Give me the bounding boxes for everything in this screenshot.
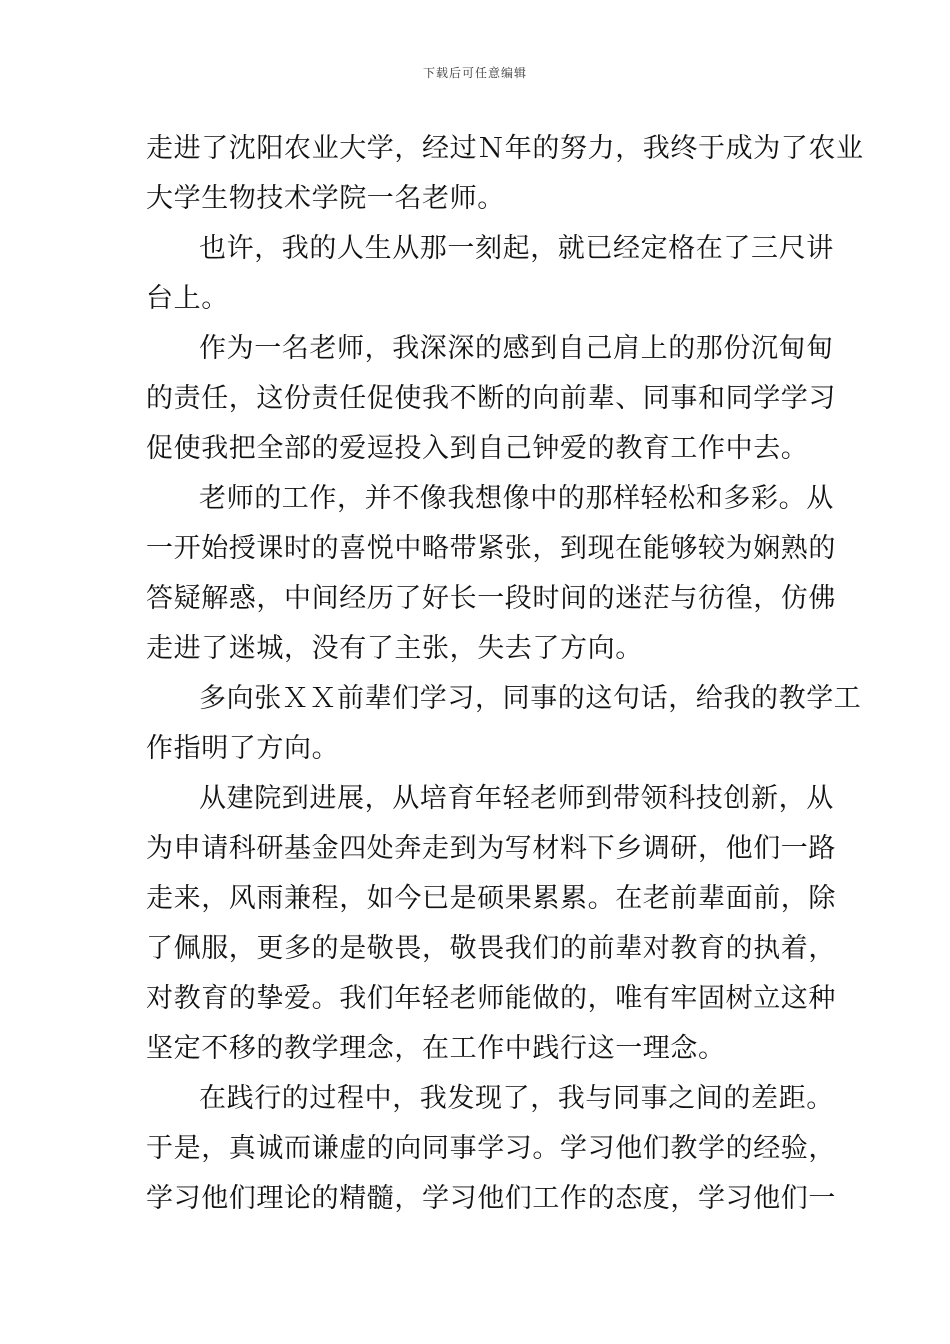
text-line: 为申请科研基金四处奔走到为写材料下乡调研，他们一路	[146, 833, 836, 864]
text-line: 答疑解惑，中间经历了好长一段时间的迷茫与彷徨，仿佛	[146, 583, 836, 614]
text-line: 从建院到进展，从培育年轻老师到带领科技创新，从	[199, 783, 834, 814]
text-line: 台上。	[146, 283, 229, 314]
text-line: 作指明了方向。	[146, 733, 340, 764]
text-line: 走来，风雨兼程，如今已是硕果累累。在老前辈面前，除	[146, 883, 836, 914]
text-line: 促使我把全部的爱逗投入到自己钟爱的教育工作中去。	[146, 433, 809, 464]
text-line: 了佩服，更多的是敬畏，敬畏我们的前辈对教育的执着，	[146, 933, 836, 964]
text-line: 老师的工作，并不像我想像中的那样轻松和多彩。从	[199, 483, 834, 514]
text-line: 对教育的挚爱。我们年轻老师能做的，唯有牢固树立这种	[146, 983, 836, 1014]
body-text	[146, 124, 864, 1224]
text-line: 于是，真诚而谦虚的向同事学习。学习他们教学的经验，	[146, 1133, 836, 1164]
text-line: 在践行的过程中，我发现了，我与同事之间的差距。	[199, 1083, 834, 1114]
text-line: 走进了迷城，没有了主张，失去了方向。	[146, 633, 643, 664]
text-line: 坚定不移的教学理念，在工作中践行这一理念。	[146, 1033, 726, 1064]
text-line: 多向张ＸＸ前辈们学习，同事的这句话，给我的教学工	[199, 683, 862, 714]
text-line: 学习他们理论的精髓，学习他们工作的态度，学习他们一	[146, 1183, 836, 1214]
text-line: 走进了沈阳农业大学，经过Ｎ年的努力，我终于成为了农业	[146, 133, 864, 164]
text-line: 作为一名老师，我深深的感到自己肩上的那份沉甸甸	[199, 333, 834, 364]
text-line: 也许，我的人生从那一刻起，就已经定格在了三尺讲	[199, 233, 834, 264]
page-header: 下载后可任意编辑	[422, 66, 527, 80]
text-line: 的责任，这份责任促使我不断的向前辈、同事和同学学习	[146, 383, 836, 414]
text-line: 一开始授课时的喜悦中略带紧张，到现在能够较为娴熟的	[146, 533, 836, 564]
text-line: 大学生物技术学院一名老师。	[146, 183, 505, 214]
